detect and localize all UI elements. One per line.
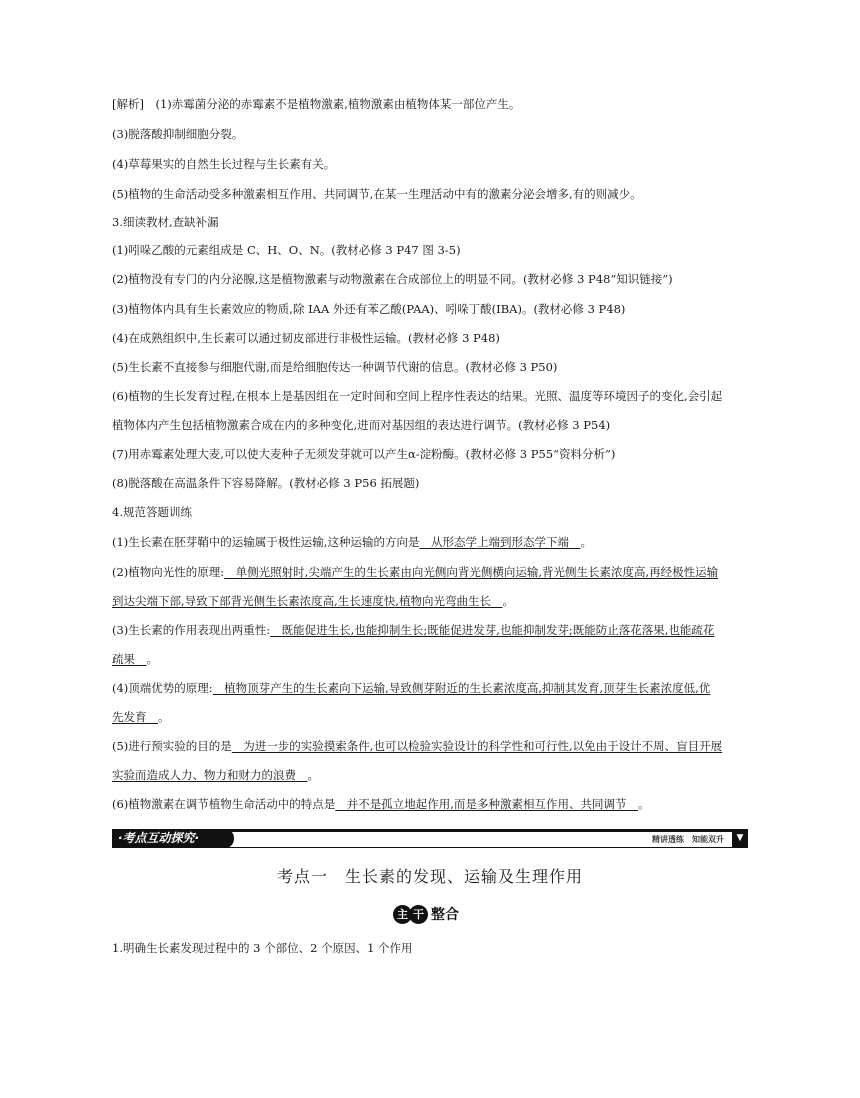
banner-title: ·考点互动探究· [112, 829, 234, 848]
question-text: (2)植物向光性的原理: [112, 565, 225, 579]
textbook-item: (3)植物体内具有生长素效应的物质,除 IAA 外还有苯乙酸(PAA)、吲哚丁酸(IBA)。(教材必修 3 P48) [112, 302, 626, 316]
badge-word: 整合 [431, 907, 459, 923]
question-text: (1)生长素在胚芽鞘中的运输属于极性运输,这种运输的方向是 [112, 535, 420, 549]
answer-blank: 疏果 [112, 652, 147, 666]
answer-blank: 单侧光照射时,尖端产生的生长素由向光侧向背光侧横向运输,背光侧生长素浓度高,再经极性运输 [224, 565, 719, 579]
section-badge [393, 904, 469, 926]
answer-blank: 既能促进生长,也能抑制生长;既能促进发芽,也能抑制发芽;既能防止落花落果,也能疏花 [270, 623, 715, 637]
question-end: 。 [502, 594, 514, 608]
training-q5-continued [112, 767, 752, 783]
answer-blank: 到达尖端下部,导致下部背光侧生长素浓度高,生长速度快,植物向光弯曲生长 [112, 594, 503, 608]
textbook-item: (1)吲哚乙酸的元素组成是 C、H、O、N。(教材必修 3 P47 图 3-5) [112, 243, 461, 257]
question-end: 。 [307, 768, 319, 782]
chevron-down-icon: ▼ [732, 829, 748, 848]
textbook-item: (6)植物的生长发育过程,在根本上是基因组在一定时间和空间上程序性表达的结果。光照、温度等环境因子的变化,会引起 [112, 389, 723, 403]
question-end: 。 [637, 797, 650, 811]
question-text: (6)植物激素在调节植物生命活动中的特点是 [112, 797, 336, 811]
banner-subtitle: 精讲透练 知能双升 [652, 835, 724, 844]
textbook-item-continued: 植物体内产生包括植物激素合成在内的多种变化,进而对基因组的表达进行调节。(教材必修 3 P54) [112, 418, 611, 432]
training-q5 [112, 738, 752, 754]
answer-blank: 实验而造成人力、物力和财力的浪费 [112, 768, 308, 782]
training-q3-continued [112, 651, 752, 667]
textbook-item: (5)生长素不直接参与细胞代谢,而是给细胞传达一种调节代谢的信息。(教材必修 3 P50) [112, 360, 558, 374]
training-q1 [112, 534, 752, 550]
question-text: (4)顶端优势的原理: [112, 681, 213, 695]
answer-blank: 先发育 [112, 710, 158, 724]
training-heading: 4.规范答题训练 [112, 505, 192, 519]
training-q4 [112, 680, 752, 696]
answer-blank: 为进一步的实验摸索条件,也可以检验实验设计的科学性和可行性,以免由于设计不周、盲目开展 [231, 739, 723, 753]
analysis-line-4: (4)草莓果实的自然生长过程与生长素有关。 [112, 157, 336, 171]
training-q4-continued [112, 709, 752, 725]
section-title: 考点一 生长素的发现、运输及生理作用 [276, 867, 583, 886]
section-banner [112, 829, 748, 848]
section-point: 1.明确生长素发现过程中的 3 个部位、2 个原因、1 个作用 [112, 941, 413, 955]
question-text: (3)生长素的作用表现出两重性: [112, 623, 271, 637]
answer-blank: 并不是孤立地起作用,而是多种激素相互作用、共同调节 [335, 797, 638, 811]
textbook-item: (8)脱落酸在高温条件下容易降解。(教材必修 3 P56 拓展题) [112, 476, 420, 490]
question-end: 。 [158, 710, 170, 724]
answer-blank: 从形态学上端到形态学下端 [419, 535, 581, 549]
badge-circle: 主 [393, 905, 412, 924]
training-q6 [112, 796, 752, 812]
textbook-item: (7)用赤霉素处理大麦,可以使大麦种子无须发芽就可以产生α-淀粉酶。(教材必修 3 P55“资料分析”) [112, 447, 616, 461]
analysis-line-1: [解析] (1)赤霉菌分泌的赤霉素不是植物激素,植物激素由植物体某一部位产生。 [112, 97, 521, 111]
training-q3 [112, 622, 752, 638]
question-end: 。 [146, 652, 158, 666]
analysis-line-5: (5)植物的生命活动受多种激素相互作用、共同调节,在某一生理活动中有的激素分泌会增多,有的则减少。 [112, 187, 642, 201]
training-q2-continued [112, 593, 752, 609]
textbook-heading: 3.细读教材,查缺补漏 [112, 215, 219, 229]
analysis-line-3: (3)脱落酸抑制细胞分裂。 [112, 127, 244, 141]
textbook-item: (2)植物没有专门的内分泌腺,这是植物激素与动物激素在合成部位上的明显不同。(教材必修 3 P48“知识链接”) [112, 272, 673, 286]
question-text: (5)进行预实验的目的是 [112, 739, 232, 753]
question-end: 。 [580, 535, 592, 549]
badge-circle: 干 [409, 905, 428, 924]
answer-blank: 植物顶芽产生的生长素向下运输,导致侧芽附近的生长素浓度高,抑制其发育,顶芽生长素浓度低,优 [212, 681, 711, 695]
training-q2 [112, 564, 752, 580]
textbook-item: (4)在成熟组织中,生长素可以通过韧皮部进行非极性运输。(教材必修 3 P48) [112, 331, 500, 345]
